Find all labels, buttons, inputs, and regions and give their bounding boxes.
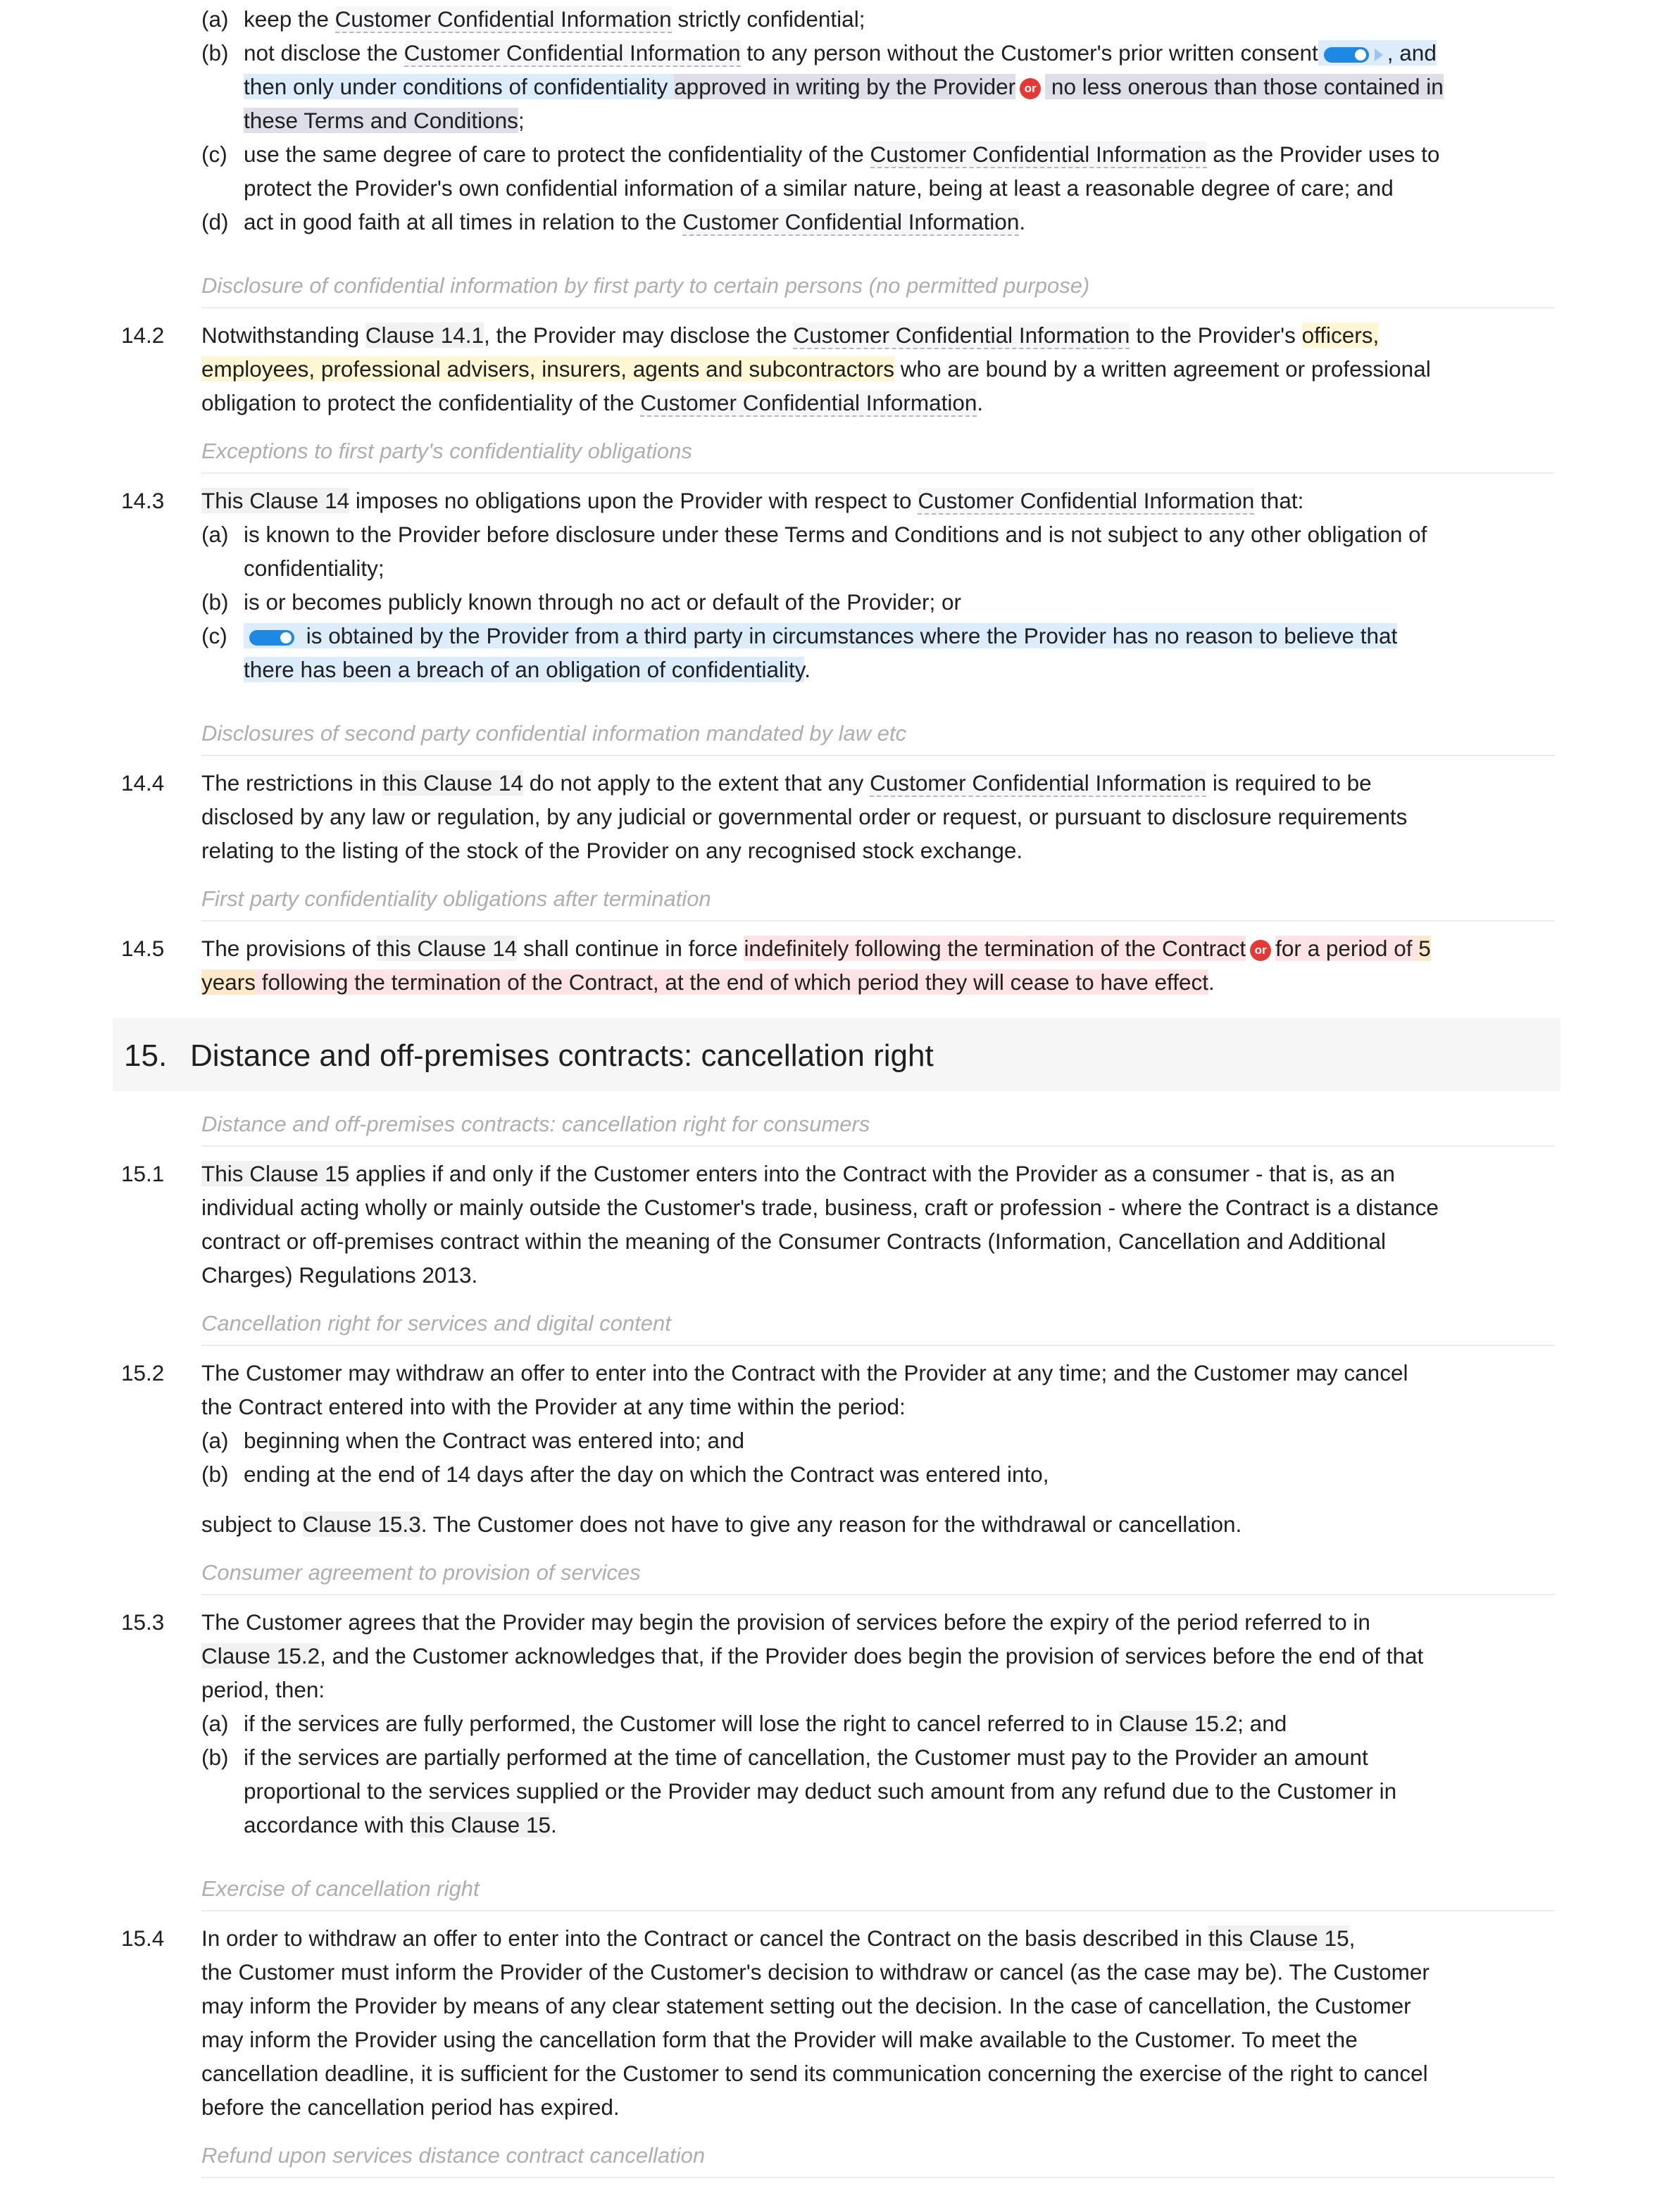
guidance-note: Exceptions to first party's confidentiality obligations: [201, 439, 692, 463]
clause-line: keep the Customer Confidential Information strictly confidential;: [244, 6, 865, 32]
clause-line: accordance with this Clause 15.: [244, 1812, 557, 1837]
clause-line: beginning when the Contract was entered into; and: [244, 1428, 744, 1453]
clause-line: use the same degree of care to protect the confidentiality of the Customer Confidential Information as the Provider uses to: [244, 142, 1440, 167]
guidance-note: Distance and off-premises contracts: cancellation right for consumers: [201, 1112, 870, 1136]
clause-line: This Clause 14 imposes no obligations upon the Provider with respect to Customer Confidential Information that:: [201, 488, 1304, 513]
clause-line: proportional to the services supplied or the Provider may deduct such amount from any refund due to the Customer in: [244, 1778, 1397, 1804]
item-label: (b): [201, 40, 229, 65]
divider: [201, 920, 1555, 922]
play-arrow-icon: [1375, 49, 1383, 61]
clause-number: 15.2: [121, 1360, 165, 1385]
clause-line: before the cancellation period has expired.: [201, 2094, 620, 2120]
item-label: (c): [201, 623, 227, 648]
clause-number: 15.3: [121, 1609, 165, 1635]
clause-reference-link[interactable]: This Clause 14: [201, 488, 350, 513]
clause-reference-link[interactable]: Clause 14.1: [365, 322, 484, 348]
item-label: (b): [201, 1462, 229, 1487]
toggle-switch-icon[interactable]: [249, 630, 294, 646]
clause-line: Clause 15.2, and the Customer acknowledges that, if the Provider does begin the provision of services before the end of that: [201, 1643, 1424, 1669]
clause-number: 15.4: [121, 1925, 165, 1951]
clause-line: obligation to protect the confidentiality of the Customer Confidential Information.: [201, 390, 984, 415]
section-number: 15.: [124, 1038, 168, 1073]
defined-term-link[interactable]: Customer Confidential Information: [870, 770, 1207, 796]
clause-line: there has been a breach of an obligation of confidentiality.: [244, 657, 811, 682]
item-label: (c): [201, 142, 227, 167]
clause-line: The Customer agrees that the Provider may begin the provision of services before the expiry of the period referred to in: [201, 1609, 1370, 1635]
clause-line: subject to Clause 15.3. The Customer does not have to give any reason for the withdrawal or cancellation.: [201, 1512, 1242, 1537]
clause-line: protect the Provider's own confidential information of a similar nature, being at least a reasonable degree of care; and: [244, 175, 1394, 201]
item-label: (a): [201, 1711, 229, 1736]
clause-line: if the services are partially performed at the time of cancellation, the Customer must pay to the Provider an amount: [244, 1745, 1368, 1770]
guidance-note: Refund upon services distance contract cancellation: [201, 2143, 706, 2168]
clause-number: 14.4: [121, 770, 165, 796]
divider: [201, 1145, 1555, 1147]
defined-term-link[interactable]: Customer Confidential Information: [682, 209, 1020, 234]
defined-term-link[interactable]: Customer Confidential Information: [870, 142, 1207, 167]
divider: [201, 2177, 1555, 2178]
clause-number: 14.3: [121, 488, 165, 513]
clause-line: cancellation deadline, it is sufficient for the Customer to send its communication concerning the exercise of the right to cancel: [201, 2061, 1428, 2086]
divider: [201, 1910, 1555, 1911]
clause-line: these Terms and Conditions;: [244, 108, 525, 133]
clause-number: 14.5: [121, 936, 165, 961]
divider: [201, 307, 1555, 308]
clause-reference-link[interactable]: this Clause 15: [410, 1812, 551, 1837]
clause-line: ending at the end of 14 days after the day on which the Contract was entered into,: [244, 1462, 1049, 1487]
clause-line: period, then:: [201, 1677, 325, 1702]
guidance-note: Cancellation right for services and digital content: [201, 1311, 671, 1336]
clause-line: This Clause 15 applies if and only if the Customer enters into the Contract with the Provider as a consumer - that is, as an: [201, 1161, 1395, 1186]
clause-line: employees, professional advisers, insurers, agents and subcontractors who are bound by a written agreement or professional: [201, 356, 1431, 382]
clause-line: contract or off-premises contract within the meaning of the Consumer Contracts (Information, Cancellation and Additional: [201, 1228, 1387, 1254]
clause-line: the Contract entered into with the Provider at any time within the period:: [201, 1394, 906, 1419]
clause-reference-link[interactable]: this Clause 15: [1208, 1925, 1349, 1951]
clause-line: Charges) Regulations 2013.: [201, 1262, 478, 1288]
section-heading: [113, 1018, 1561, 1091]
clause-line: confidentiality;: [244, 555, 384, 581]
guidance-note: Disclosure of confidential information by first party to certain persons (no permitted purpose): [201, 273, 1090, 298]
divider: [201, 1594, 1555, 1595]
clause-line: may inform the Provider using the cancellation form that the Provider will make available to the Customer. To meet the: [201, 2027, 1358, 2052]
section-title: Distance and off-premises contracts: cancellation right: [190, 1038, 934, 1073]
guidance-note: Exercise of cancellation right: [201, 1876, 480, 1901]
item-label: (a): [201, 6, 229, 32]
clause-reference-link[interactable]: Clause 15.2: [1119, 1711, 1238, 1736]
clause-line: Notwithstanding Clause 14.1, the Provider may disclose the Customer Confidential Information to the Provider's officers,: [201, 322, 1380, 348]
clause-line: is known to the Provider before disclosure under these Terms and Conditions and is not subject to any other obligation of: [244, 522, 1427, 547]
item-label: (b): [201, 1745, 229, 1770]
clause-line: the Customer must inform the Provider of the Customer's decision to withdraw or cancel (as the case may be). The Customer: [201, 1959, 1430, 1985]
divider: [201, 755, 1555, 756]
clause-line: act in good faith at all times in relation to the Customer Confidential Information.: [244, 209, 1026, 234]
clause-reference-link[interactable]: Clause 15.3: [302, 1512, 421, 1537]
clause-reference-link[interactable]: this Clause 14: [382, 770, 523, 796]
item-label: (a): [201, 1428, 229, 1453]
clause-number: 15.1: [121, 1161, 165, 1186]
guidance-note: First party confidentiality obligations after termination: [201, 886, 711, 911]
clause-line: is or becomes publicly known through no act or default of the Provider; or: [244, 589, 962, 615]
clause-line: In order to withdraw an offer to enter into the Contract or cancel the Contract on the basis described in this Clause 15,: [201, 1925, 1356, 1951]
clause-reference-link[interactable]: Clause 15.2: [201, 1643, 320, 1669]
defined-term-link[interactable]: Customer Confidential Information: [404, 40, 741, 65]
divider: [201, 1345, 1555, 1346]
clause-line: The provisions of this Clause 14 shall continue in force indefinitely following the termination of the Contract or for a period of 5: [201, 936, 1431, 961]
item-label: (d): [201, 209, 229, 234]
or-option-badge-icon[interactable]: or: [1020, 78, 1041, 99]
clause-line: The restrictions in this Clause 14 do not apply to the extent that any Customer Confidential Information is required to be: [201, 770, 1372, 796]
defined-term-link[interactable]: Customer Confidential Information: [918, 488, 1255, 513]
clause-reference-link[interactable]: This Clause 15: [201, 1161, 350, 1186]
clause-line: The Customer may withdraw an offer to enter into the Contract with the Provider at any time; and the Customer may cancel: [201, 1360, 1408, 1385]
defined-term-link[interactable]: Customer Confidential Information: [640, 390, 977, 415]
clause-line: is obtained by the Provider from a third party in circumstances where the Provider has no reason to believe that: [244, 619, 1397, 653]
defined-term-link[interactable]: Customer Confidential Information: [793, 322, 1130, 348]
clause-line: if the services are fully performed, the Customer will lose the right to cancel referred to in Clause 15.2; and: [244, 1711, 1287, 1736]
divider: [201, 472, 1555, 474]
clause-line: years following the termination of the Contract, at the end of which period they will cease to have effect.: [201, 969, 1215, 995]
clause-line: may inform the Provider by means of any clear statement setting out the decision. In the case of cancellation, the Customer: [201, 1993, 1411, 2018]
item-label: (b): [201, 589, 229, 615]
item-label: (a): [201, 522, 229, 547]
clause-number: 14.2: [121, 322, 165, 348]
clause-line: individual acting wholly or mainly outside the Customer's trade, business, craft or profession - where the Contract is a distance: [201, 1195, 1439, 1220]
guidance-note: Consumer agreement to provision of services: [201, 1560, 641, 1585]
clause-line: then only under conditions of confidentiality approved in writing by the Provider or no less onerous than those contained in: [244, 74, 1444, 99]
guidance-note: Disclosures of second party confidential information mandated by law etc: [201, 721, 907, 746]
clause-line: disclosed by any law or regulation, by any judicial or governmental order or request, or pursuant to disclosure requirements: [201, 804, 1408, 829]
clause-reference-link[interactable]: this Clause 14: [376, 936, 518, 961]
or-option-badge-icon[interactable]: or: [1250, 940, 1271, 961]
toggle-switch-icon[interactable]: [1324, 47, 1369, 63]
clause-line: relating to the listing of the stock of the Provider on any recognised stock exchange.: [201, 838, 1023, 863]
clause-line: not disclose the Customer Confidential Information to any person without the Customer's prior written consent , and: [244, 40, 1437, 65]
defined-term-link[interactable]: Customer Confidential Information: [334, 6, 672, 32]
